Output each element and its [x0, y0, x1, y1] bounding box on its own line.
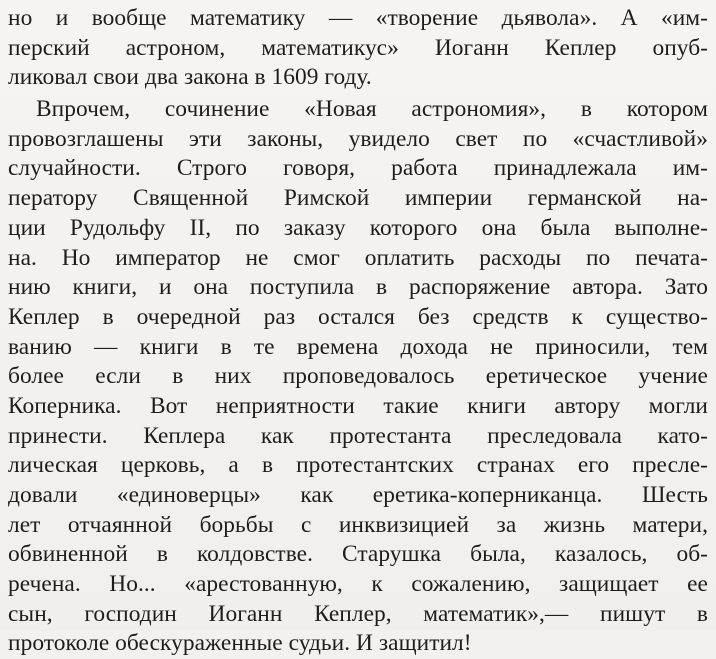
- text-line: принести. Кеплера как протестанта преследовала като-: [8, 422, 708, 449]
- text-line: обвиненной в колдовстве. Старушка была, казалось, об-: [8, 541, 708, 568]
- text-line: ции Рудольфу II, по заказу которого она была выполне-: [8, 214, 708, 241]
- page-text: [8, 4, 708, 659]
- text-line: Кеплер в очередной раз остался без средств к существо-: [8, 303, 708, 330]
- text-line: речена. Но... «арестованную, к сожалению, защищает ее: [8, 571, 708, 598]
- text-line: на. Но император не смог оплатить расходы по печата-: [8, 244, 708, 271]
- text-line: ванию — книги в те времена дохода не приносили, тем: [8, 333, 708, 360]
- text-line: но и вообще математику — «творение дьявола». А «им-: [8, 5, 708, 31]
- text-line: протоколе обескураженные судьи. И защитил!: [8, 630, 472, 657]
- text-line: перский астроном, математикус» Иоганн Кеплер опуб-: [8, 34, 708, 61]
- text-line: нию книги, и она поступила в распоряжение автора. Зато: [8, 274, 708, 301]
- text-line: случайности. Строго говоря, работа принадлежала им-: [8, 155, 708, 182]
- text-line: Впрочем, сочинение «Новая астрономия», в котором: [36, 96, 708, 123]
- text-line: лет отчаянной борьбы с инквизицией за жизнь матери,: [8, 511, 708, 538]
- text-line: лическая церковь, а в протестантских странах его пресле-: [8, 452, 708, 479]
- paragraph-2: [8, 95, 708, 659]
- text-line: ператору Священной Римской империи германской на-: [8, 185, 708, 212]
- paragraph-1: [8, 4, 708, 93]
- text-line: Коперника. Вот неприятности такие книги автору могли: [8, 392, 708, 419]
- text-line: довали «единоверцы» как еретика-коперниканца. Шесть: [8, 482, 708, 508]
- text-line: сын, господин Иоганн Кеплер, математик»,— пишут в: [8, 600, 708, 627]
- text-line: ликовал свои два закона в 1609 году.: [8, 64, 372, 91]
- text-line: более если в них проповедовалось еретическое учение: [8, 363, 708, 390]
- text-line: провозглашены эти законы, увидело свет по «счастливой»: [8, 125, 708, 152]
